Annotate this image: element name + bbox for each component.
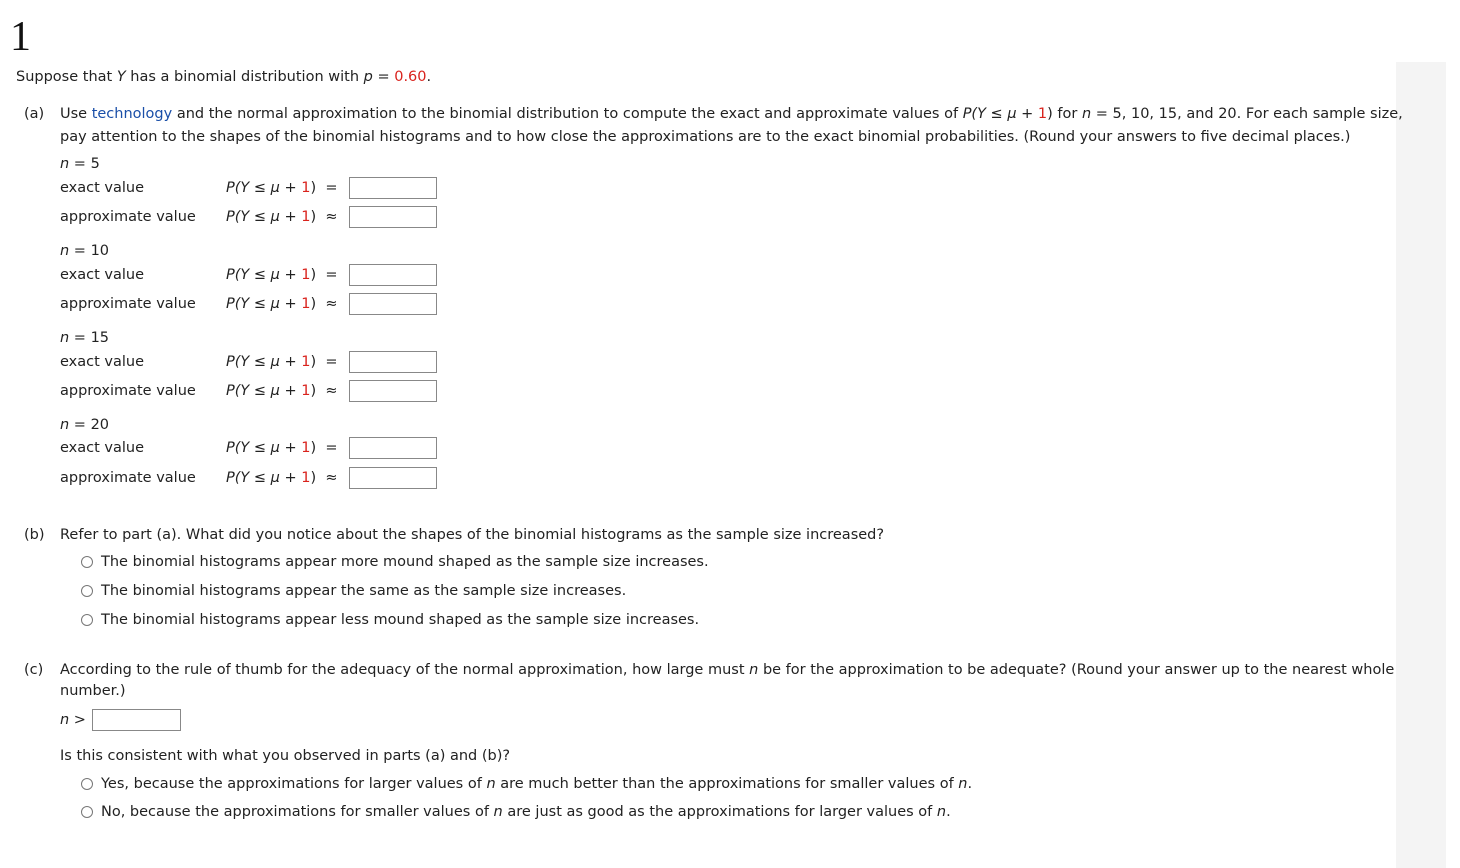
- approx-answer-input-n10[interactable]: [349, 293, 437, 315]
- prob-expression: P(Y ≤ μ + 1) ≈: [226, 296, 338, 312]
- part-a-line1-end: = 5, 10, 15, and 20. For each sample size,: [1091, 106, 1403, 122]
- approximate-value-label: approximate value: [60, 470, 196, 486]
- exact-answer-input-n15[interactable]: [349, 351, 437, 373]
- sample-size-label-15: n = 15: [60, 330, 110, 346]
- intro-text-before: Suppose that: [16, 69, 117, 85]
- approximate-value-label: approximate value: [60, 383, 196, 399]
- intro-var-p: p: [363, 69, 373, 85]
- part-c-option-no[interactable]: No, because the approximations for smaller values of n are just as good as the approximations for larger values of n.: [101, 804, 951, 820]
- sample-size-label-5: n = 5: [60, 156, 100, 172]
- part-b-radio-2[interactable]: [81, 585, 93, 597]
- approx-answer-input-n5[interactable]: [349, 206, 437, 228]
- min-n-answer-input[interactable]: [92, 709, 181, 731]
- part-c-radio-yes[interactable]: [81, 778, 93, 790]
- part-a-question-line2: pay attention to the shapes of the binomial histograms and to how close the approximations are to the exact binomial probabilities. (Round your answers to five decimal places.): [60, 129, 1351, 145]
- intro-p-value: 0.60: [394, 69, 427, 85]
- part-c-tag: (c): [24, 662, 44, 678]
- part-a-expr-close: ): [1047, 106, 1053, 122]
- prob-expression: P(Y ≤ μ + 1) =: [226, 354, 338, 370]
- exact-value-label: exact value: [60, 180, 145, 196]
- question-number: 1: [10, 14, 31, 60]
- intro-text: [16, 67, 431, 87]
- part-c-question-line1: According to the rule of thumb for the adequacy of the normal approximation, how large must n be for the approximation to be adequate? (Round your answer up to the nearest whole: [60, 662, 1395, 678]
- part-a-line1-rest: and the normal approximation to the binomial distribution to compute the exact and approximate values of: [172, 106, 963, 122]
- prob-expression: P(Y ≤ μ + 1) ≈: [226, 383, 338, 399]
- approx-answer-input-n15[interactable]: [349, 380, 437, 402]
- technology-link[interactable]: technology: [91, 106, 173, 122]
- sample-size-label-20: n = 20: [60, 417, 110, 433]
- n-greater-than-label: n >: [60, 712, 86, 728]
- intro-period: .: [426, 69, 432, 85]
- part-a-question-line1: [60, 104, 1403, 124]
- part-a-use: Use: [60, 106, 92, 122]
- part-a-var-n: n: [1081, 106, 1092, 122]
- consistency-question: Is this consistent with what you observed in parts (a) and (b)?: [60, 748, 511, 764]
- part-b-option-1[interactable]: The binomial histograms appear more mound shaped as the sample size increases.: [101, 554, 709, 570]
- intro-equals: =: [372, 69, 395, 85]
- exact-answer-input-n20[interactable]: [349, 437, 437, 459]
- prob-expression: P(Y ≤ μ + 1) =: [226, 267, 338, 283]
- intro-text-mid: has a binomial distribution with: [125, 69, 364, 85]
- part-b-option-2[interactable]: The binomial histograms appear the same as the sample size increases.: [101, 583, 627, 599]
- approximate-value-label: approximate value: [60, 209, 196, 225]
- part-a-expr-open: P(Y ≤ μ +: [962, 106, 1038, 122]
- prob-expression: P(Y ≤ μ + 1) =: [226, 180, 338, 196]
- part-b-option-3[interactable]: The binomial histograms appear less mound shaped as the sample size increases.: [101, 612, 700, 628]
- right-gutter: [1396, 62, 1446, 868]
- exact-value-label: exact value: [60, 440, 145, 456]
- exact-value-label: exact value: [60, 267, 145, 283]
- part-c-radio-no[interactable]: [81, 806, 93, 818]
- exact-answer-input-n5[interactable]: [349, 177, 437, 199]
- approx-answer-input-n20[interactable]: [349, 467, 437, 489]
- prob-expression: P(Y ≤ μ + 1) ≈: [226, 209, 338, 225]
- part-b-radio-1[interactable]: [81, 556, 93, 568]
- intro-var-y: Y: [116, 69, 126, 85]
- exact-answer-input-n10[interactable]: [349, 264, 437, 286]
- prob-expression: P(Y ≤ μ + 1) =: [226, 440, 338, 456]
- part-a-for: for: [1052, 106, 1082, 122]
- part-c-option-yes[interactable]: Yes, because the approximations for larger values of n are much better than the approximations for smaller values of n.: [101, 776, 973, 792]
- part-a-tag: (a): [24, 106, 45, 122]
- part-b-question: Refer to part (a). What did you notice about the shapes of the binomial histograms as the sample size increased?: [60, 527, 885, 543]
- approximate-value-label: approximate value: [60, 296, 196, 312]
- part-b-tag: (b): [24, 527, 45, 543]
- exact-value-label: exact value: [60, 354, 145, 370]
- prob-expression: P(Y ≤ μ + 1) ≈: [226, 470, 338, 486]
- part-b-radio-3[interactable]: [81, 614, 93, 626]
- part-c-question-line2: number.): [60, 683, 126, 699]
- part-a-expr-one: 1: [1037, 106, 1048, 122]
- sample-size-label-10: n = 10: [60, 243, 110, 259]
